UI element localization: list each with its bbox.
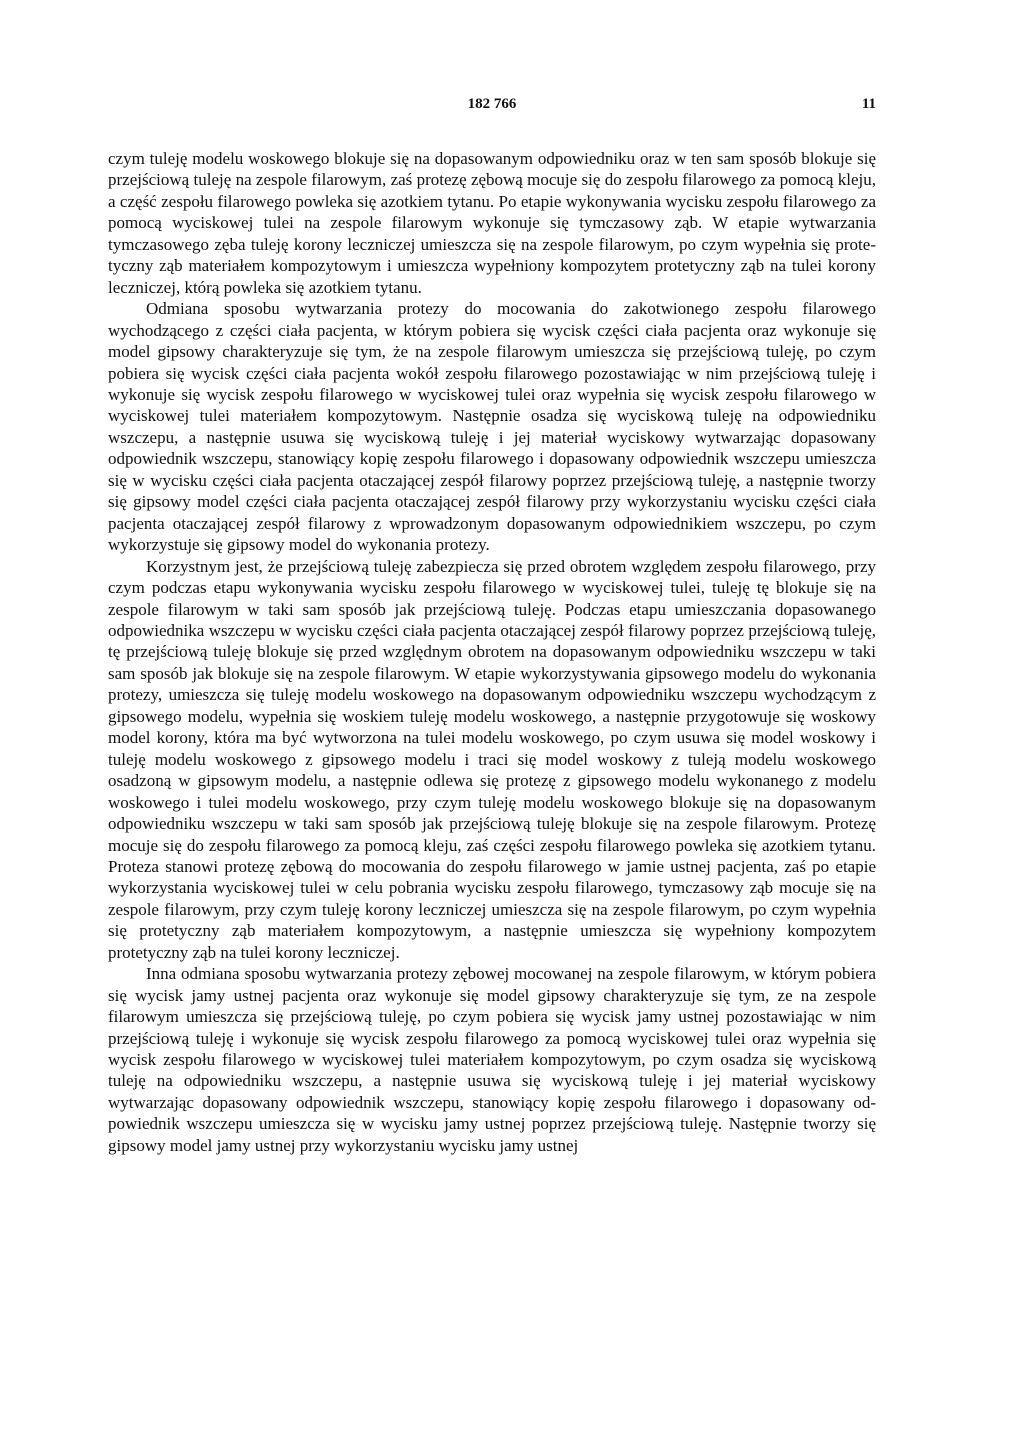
paragraph: Inna odmiana sposobu wytwarzania protezy zębowej mocowanej na zespole filarowym, w którym pobiera się wycisk jamy ustnej pacjenta oraz wykonuje się model gipsowy charakteryzuje się tym, ze na zespole filarowym umieszcza się przejściową tuleję, po czym pobiera się wycisk jamy ustnej pozostawiając w nim przejściową tuleję i wykonuje się wycisk zespołu filarowego za pomocą wyciskowej tulei oraz wypełnia się wycisk zespołu filarowego w wyciskowej tulei materiałem kompozytowym, po czym osadza się wyciskową tuleję na odpowiedniku wszczepu, a następnie usuwa się wyciskową tuleję i jej materiał wyciskowy wytwarzając dopasowany odpowiednik wszczepu, stanowiący kopię zespołu filarowego i dopasowany odpowiednik wszczepu umieszcza się w wycisku jamy ustnej poprzez przejściową tuleję. Następnie tworzy się gipsowy model jamy ustnej przy wykorzystaniu wycisku jamy ustnej	[108, 964, 876, 1155]
paragraph: Korzystnym jest, że przejściową tuleję zabezpiecza się przed obrotem względem zespołu filarowego, przy czym podczas etapu wykonywania wycisku zespołu filarowego w wyciskowej tulei, tuleję tę blokuje się na zespole filarowym w taki sam sposób jak przejściową tuleję. Podczas etapu umieszczania dopasowanego odpowiednika wszczepu w wycisku części ciała pacjenta otaczającej zespół filarowy poprzez przejściową tuleję, tę przejściową tuleję blokuje się przed względnym obrotem na dopasowanym odpowiedniku wszczepu w taki sam sposób jak blokuje się na zespole filarowym. W etapie wykorzystywania gipsowego modelu do wykonania protezy, umieszcza się tuleję modelu woskowego na dopasowanym odpowiedniku wszczepu wychodzącym z gipsowego modelu, wypełnia się woskiem tuleję modelu woskowego, a następnie przygotowuje się woskowy model korony, która ma być wytworzona na tulei modelu woskowego, po czym usuwa się model woskowy i tuleję modelu woskowego z gipsowego modelu i traci się model woskowy z tuleją modelu woskowego osadzoną w gipsowym modelu, a następnie odlewa się protezę z gipsowego modelu wykonanego z modelu woskowego i tulei modelu woskowego, przy czym tuleję modelu woskowego blokuje się na dopasowanym odpowiedniku wszczepu w taki sam sposób jak przejściową tuleję blokuje się na zespole filarowym. Protezę mocuje się do zespołu filarowego za pomocą kleju, zaś części zespołu filarowego powleka się azotkiem tytanu. Proteza stanowi protezę zębową do mocowania do zespołu filarowego w jamie ustnej pacjenta, zaś po etapie wykorzystania wyciskowej tulei w celu pobrania wycisku zespołu filarowego, tymczasowy ząb mocuje się na zespole filarowym, przy czym tuleję korony leczniczej umieszcza się na zespole filarowym, po czym wypełnia się protetyczny ząb materiałem kompozytowym, a następnie umieszcza się wypełniony kompozytem protetyczny ząb na tulei korony leczniczej.	[108, 556, 876, 962]
paragraph-continuation: czym tuleję modelu woskowego blokuje się na dopasowanym odpowiedniku oraz w ten sam sposób blokuje się przejściową tuleję na zespole filarowym, zaś protezę zębową mocuje się do zespołu filarowego za pomocą kleju, a część zespołu filarowego powleka się azotkiem tytanu. Po etapie wykonywania wycisku zespołu filarowego za pomocą wyciskowej tulei na zespole filarowym wykonuje się tymczasowy ząb. W etapie wytwarzania tymczasowego zęba tuleję korony leczniczej umieszcza się na zespole filarowym, po czym wypełnia się protetyczny ząb materiałem kompozytowym i umieszcza wypełniony kompozytem protetyczny ząb na tulei korony leczniczej, którą powleka się azotkiem tytanu.	[108, 149, 876, 297]
document-page	[108, 96, 876, 1156]
page-number: 11	[861, 96, 876, 112]
paragraph: Odmiana sposobu wytwarzania protezy do mocowania do zakotwionego zespołu filarowego wychodzącego z części ciała pacjenta, w którym pobiera się wycisk części ciała pacjenta oraz wykonuje się model gipsowy charakteryzuje się tym, że na zespole filarowym umieszcza się przejściową tuleję, po czym pobiera się wycisk części ciała pacjenta wokół zespołu filarowego pozostawiając w nim przejściową tuleję i wykonuje się wycisk zespołu filarowego w wyciskowej tulei oraz wypełnia się wycisk zespołu filarowego w wyciskowej tulei materiałem kompozytowym. Następnie osadza się wyciskową tuleję na odpowiedniku wszczepu, a następnie usuwa się wyciskową tuleję i jej materiał wyciskowy wytwarzając dopasowany odpowiednik wszczepu, stanowiący kopię zespołu filarowego i dopasowany odpowiednik wszczepu umieszcza się w wycisku części ciała pacjenta otaczającej zespół filarowy poprzez przejściową tuleję, a następnie tworzy się gipsowy model części ciała pacjenta otaczającej zespół filarowy przy wykorzystaniu wycisku części ciała pacjenta otaczającej zespół filarowy z wprowadzonym dopasowanym odpowiednikiem wszczepu, po czym wykorzystuje się gipsowy model do wykonania protezy.	[108, 299, 876, 555]
page-header	[108, 96, 876, 118]
patent-number: 182 766	[467, 96, 517, 112]
body-text	[108, 148, 876, 1156]
